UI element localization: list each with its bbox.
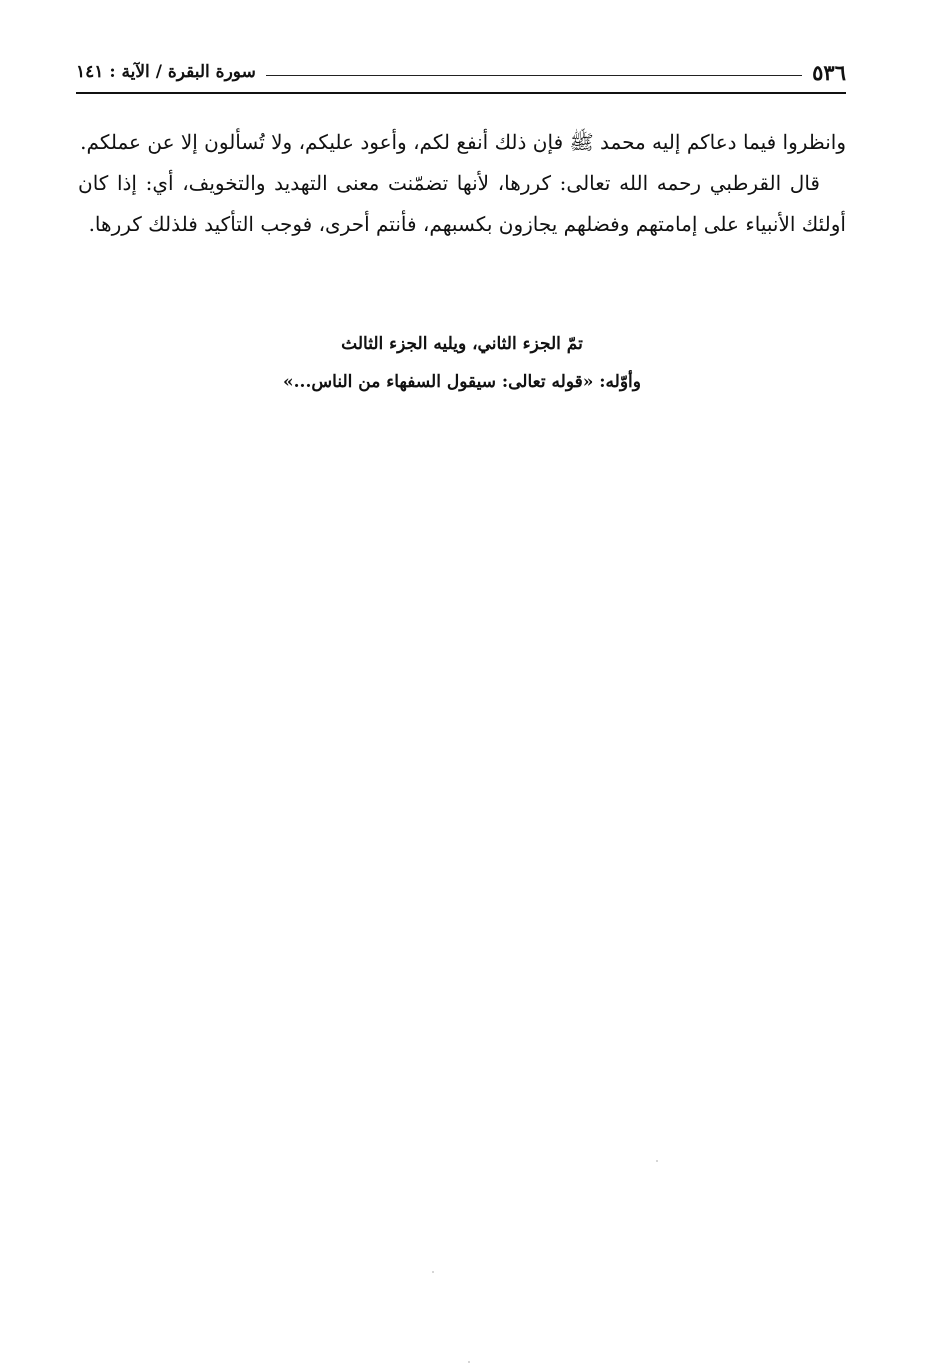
scan-speck (656, 1160, 658, 1162)
page-number: ٥٣٦ (812, 59, 846, 85)
volume-closing-note (78, 325, 846, 401)
scan-speck (432, 1271, 434, 1273)
running-header (76, 54, 846, 90)
closing-line-next-part-start: وأوّله: «قوله تعالى: سيقول السفهاء من الناس...» (283, 372, 641, 392)
main-text (78, 122, 846, 245)
scan-speck (468, 1361, 470, 1363)
paragraph-qurtubi: قال القرطبي رحمه الله تعالى: كررها، لأنها تضمّنت معنى التهديد والتخويف، أي: إذا كان أولئك الأنبياء على إمامتهم وفضلهم يجازون بكسبهم، فأنتم أحرى، فوجب التأكيد فلذلك كررها. (78, 171, 846, 236)
closing-line-end-of-part: تمّ الجزء الثاني، ويليه الجزء الثالث (341, 334, 583, 354)
header-leader-line (266, 75, 802, 76)
header-rule (76, 92, 846, 94)
paragraph-continuation: وانظروا فيما دعاكم إليه محمد ﷺ فإن ذلك أنفع لكم، وأعود عليكم، ولا تُسألون إلا عن عملكم. (80, 130, 846, 154)
surah-reference: سورة البقرة / الآية : ١٤١ (76, 62, 256, 82)
